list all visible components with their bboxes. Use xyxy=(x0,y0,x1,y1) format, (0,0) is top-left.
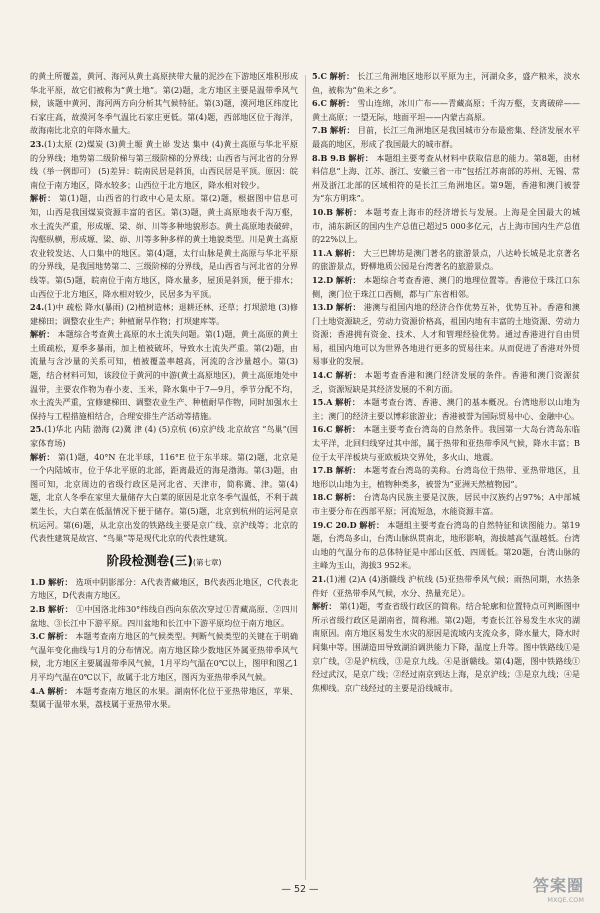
analysis-label: 解析： xyxy=(348,152,374,163)
question-number: 21. xyxy=(312,573,327,584)
analysis-text: 长江三角洲地区地形以平原为主，河湖众多，盛产粮米，淡水鱼，被称为“鱼米之乡”。 xyxy=(312,71,580,95)
question-number: 25. xyxy=(30,424,45,435)
column-divider xyxy=(305,75,306,880)
analysis-text: 本题考查南方地区的水果。湖南怀化位于亚热带地区，苹果、梨属于温带水果，荔枝属于亚热带水果。 xyxy=(30,685,298,710)
analysis-label: 解析： xyxy=(329,98,355,109)
analysis-label: 解析： xyxy=(30,329,55,340)
analysis-24 xyxy=(30,328,298,423)
answer-14 xyxy=(312,369,580,396)
answer-8-9 xyxy=(312,152,580,206)
analysis-label: 解析： xyxy=(335,247,361,258)
answer-2 xyxy=(30,603,298,630)
right-column xyxy=(312,70,580,695)
analysis-text: 本题组主要考查从材料中获取信息的能力。第8题，由材料信息“上海、江苏、浙江、安徽三省一市”包括江苏南部的苏州、无锡、常州及浙江北部的区域相符的是长江三角洲地区。第9题，香港和澳门被誉为“东方明珠”。 xyxy=(312,152,581,204)
analysis-21 xyxy=(312,600,580,695)
answer-3 xyxy=(30,630,298,684)
analysis-label: 解析： xyxy=(30,193,56,204)
answer-key: 8.B 9.B xyxy=(312,152,346,163)
analysis-label: 解析： xyxy=(359,519,385,530)
watermark-url: MXQE.COM xyxy=(547,896,584,904)
analysis-text: 本题考查香港和澳门经济发展的条件。香港和澳门资源贫乏，资源短缺是其经济发展的不利方面。 xyxy=(312,370,580,394)
analysis-label: 解析： xyxy=(48,576,73,587)
watermark-logo: 答案圈 xyxy=(532,876,584,895)
answer-key: 1.D xyxy=(30,576,46,587)
answer-key: 10.B xyxy=(312,206,333,217)
answer-key: 15.A xyxy=(312,397,333,408)
page-number: — 52 — xyxy=(281,884,319,895)
question-number: 23. xyxy=(30,138,45,149)
analysis-text: ①中国洛北纬30°纬线自西向东依次穿过①青藏高原、②四川盆地、③长江中下游平原。四川盆地和长江中下游平原均位于南方地区。 xyxy=(30,603,298,628)
analysis-23 xyxy=(30,192,298,301)
answer-1 xyxy=(30,576,298,603)
answer-text: (1)中 疏松 降水(暴雨) (2)植树造林；退耕还林、还草；打坝淤地 (3)修建梯田；调整农业生产；种植耐旱作物；打坝建库等。 xyxy=(30,302,298,326)
analysis-label: 解析： xyxy=(335,302,361,313)
answer-11 xyxy=(312,247,580,274)
answer-15 xyxy=(312,396,580,423)
analysis-label: 解析： xyxy=(329,71,355,81)
analysis-text: 本题考查上海市的经济增长与发展。上海是全国最大的城市，浦东新区的国内生产总值已超过5 000多亿元，占上海市国内生产总值的22%以上。 xyxy=(312,206,580,245)
analysis-text: 本题考查南方地区的气候类型。判断气候类型的关键在于明确气温年变化曲线与1月的分布情况。南方地区除少数地区外属亚热带季风气候，北方地区主要属温带季风气候，1月平均气温在0℃以上，图甲和图乙1月平均气温在0℃以下，故属于北方地区，图丙为亚热带季风气候。 xyxy=(30,631,298,682)
answer-key: 7.B xyxy=(312,125,328,136)
analysis-text: 第(1)题，考查省级行政区的简称。结合轮廓和位置特点可判断图中所示省级行政区是湖南省，简称湘。第(2)题，考查长江谷易发生水灾的湖南原因。南方地区易发生水灾的原因是流域内支流众多，降水量大，降水时间集中等。围湖造田导致湖泊调洪能力下降，温度上升等。图中铁路线①是京广线，②是沪杭线，③是京九线。④是浙赣线。第(4)题，图中铁路线①经过武汉，是京广线；②经过南京到达上海，是京沪线；③是京九线；④是焦柳线。京广线经过的主要是沿线城市。 xyxy=(312,601,580,693)
analysis-label: 解析： xyxy=(335,492,361,503)
analysis-text: 本题综合考查黄土高原的水土流失问题。第(1)题，黄土高原的黄土土质疏松，夏季多暴雨，加上植被破坏，导致水土流失严重。第(2)题，由流量与含沙量的关系可知，植被覆盖率越高，河流的含沙量越小。第(3)题，结合材料可知，该段位于黄河的中游(黄土高原地区)，黄土高原地处中温带，主要农作物为春小麦、玉米，降水集中于7—9月，季节分配不均，水土流失严重，宜修建梯田、调整农业生产、种植耐旱作物，同时加强水土保持与工程措施相结合，合理安排生产活动等措施。 xyxy=(30,329,298,421)
analysis-label: 解析： xyxy=(336,206,362,217)
answer-key: 5.C xyxy=(312,71,327,81)
analysis-label: 解析： xyxy=(335,465,361,476)
answer-key: 6.C xyxy=(312,98,327,109)
analysis-label: 解析： xyxy=(330,125,355,136)
answer-key: 2.B xyxy=(30,603,46,614)
continued-analysis: 的黄土所覆盖，黄河、海河从黄土高原挟带大量的泥沙在下游地区堆积形成华北平原，故它们被称为“黄土地”。第(2)题，北方地区主要是温带季风气候，该题中黄河、海河两方向分析其气候特征。第(3)题，漠河地区纬度比石家庄高，故漠河冬季气温比石家庄更低。第(4)题，西部地区位于海洋，故海南比北京的年降水量大。 xyxy=(30,71,298,136)
answer-21 xyxy=(312,573,580,600)
analysis-text: 目前，长江三角洲地区是我国城市分布最密集、经济发展水平最高的地区，形成了我国最大的城市群。 xyxy=(312,125,580,149)
left-column xyxy=(30,70,298,712)
answer-12 xyxy=(312,274,580,301)
analysis-text: 台湾岛内民族主要是汉族，居民中汉族约占97%；A中部城市主要分布在西部平原；河流短急，水能资源丰富。 xyxy=(312,492,580,516)
analysis-text: 本题考查台湾岛的美称。台湾岛位于热带、亚热带地区，且地形以山地为主，植物种类多，被誉为“亚洲天然植物园”。 xyxy=(312,465,580,489)
analysis-text: 本题组主要考查台湾岛的自然特征和读图能力。第19题，台湾岛多山，台湾山脉纵贯南北，地形影响，海拔越高气温越低。台湾山地的气温分布的总体特征是中部山区低、四周低。第20题，台湾山脉的主峰为玉山，海拔3 952米。 xyxy=(312,519,580,571)
answer-text: (1)华北 内陆 渤海 (2)冀 津 (4) (5)京杭 (6)京沪线 北京故宫 “鸟巢”(国家体育场) xyxy=(30,424,298,449)
watermark xyxy=(472,873,584,903)
answer-5 xyxy=(312,70,580,97)
section-title-text: 阶段检测卷(三) xyxy=(106,552,194,568)
answer-16 xyxy=(312,423,580,464)
answer-key: 13.D xyxy=(312,302,334,313)
analysis-text: 第(1)题，山西省的行政中心是太原。第(2)题，根据图中信息可知，山西是我国煤炭资源丰富的省区。第(3)题，黄土高原地表千沟万壑，水土流失严重，形成塬、梁、峁、川等多种地貌形态。黄土高原地表破碎，沟壑纵横，形成塬、梁、峁、川等多种多样的黄土地貌类型。川是黄土高原农业较发达、人口集中的地区。第(4)题，太行山脉是黄土高原与华北平原的分界线，是我国地势第二、三级阶梯的分界线，是山西省与河北省的分界线等。第(5)题，皖南位于南方地区，降水量多，屋顶是斜顶，便于排水；山西位于北方地区，降水相对较少，民居多为平顶。 xyxy=(30,193,298,299)
answer-key: 18.C xyxy=(312,492,333,503)
answer-key: 14.C xyxy=(312,370,333,381)
analysis-25 xyxy=(30,451,298,546)
analysis-label: 解析： xyxy=(48,603,74,614)
answer-4 xyxy=(30,685,298,712)
analysis-text: 本题主要考查台湾岛的自然条件。我国第一大岛台湾岛东临太平洋，北回归线穿过其中部，属于热带和亚热带季风气候，降水丰富；B位于太平洋板块与亚欧板块交界处，多火山、地震。 xyxy=(312,424,580,462)
answer-key: 16.C xyxy=(312,424,333,435)
analysis-label: 解析： xyxy=(335,424,361,435)
answer-25 xyxy=(30,423,298,450)
analysis-label: 解析： xyxy=(47,685,73,696)
analysis-label: 解析： xyxy=(335,397,361,408)
analysis-text: 港澳与祖国内地的经济合作优势互补，优势互补。香港和澳门土地资源缺乏，劳动力资源价格高，祖国内地有丰富的土地资源、劳动力资源；香港拥有资金、技术、人才和管理经验优势。通过香港进行自由贸易，祖国内地可以为世界各地进行更多的贸易往来。从而促进了香港对外贸易事业的发展。 xyxy=(312,302,580,367)
answer-key: 17.B xyxy=(312,465,333,476)
answer-key: 12.D xyxy=(312,274,334,285)
analysis-label: 解析： xyxy=(30,451,55,462)
question-number: 24. xyxy=(30,302,45,313)
answer-13 xyxy=(312,301,580,369)
answer-key: 3.C xyxy=(30,631,45,642)
answer-10 xyxy=(312,206,580,247)
analysis-text: 大三巴牌坊是澳门著名的旅游景点，八达岭长城是北京著名的旅游景点，野柳地质公园是台湾著名的旅游景点。 xyxy=(312,247,580,272)
answer-key: 4.A xyxy=(30,685,45,696)
analysis-text: 本题综合考查香港、澳门的地理位置等。香港位于珠江口东侧，澳门位于珠江口西侧，都与广东省相邻。 xyxy=(312,274,580,299)
answer-18 xyxy=(312,491,580,518)
answer-key: 19.C 20.D xyxy=(312,519,357,530)
answer-24 xyxy=(30,301,298,328)
answer-19-20 xyxy=(312,519,580,573)
answer-23 xyxy=(30,138,298,192)
answer-17 xyxy=(312,464,580,491)
section-title xyxy=(30,552,298,572)
analysis-label: 解析： xyxy=(335,274,361,285)
answer-7 xyxy=(312,124,580,151)
answer-6 xyxy=(312,97,580,124)
analysis-label: 解析： xyxy=(47,631,73,642)
section-subtitle: (第七章) xyxy=(193,557,222,567)
answer-text: (1)太原 (2)煤炭 (3)黄土塬 黄土峁 发达 集中 (4)黄土高原与华北平原的分界线；地势第二级阶梯与第三级阶梯的分界线；山西省与河北省的分界线（举一例即可） (5)差异：皖南民居是斜顶，山西民居是平顶。原因：皖南位于南方地区，降水较多；山西位于北方地区，降水相对较少。 xyxy=(30,138,298,190)
analysis-text: 选项中阴影部分：A代表青藏地区，B代表西北地区，C代表北方地区，D代表南方地区。 xyxy=(30,576,298,601)
analysis-text: 本题考查台湾、香港、澳门的基本概况。台湾地形以山地为主；澳门的经济主要以博彩旅游业；香港被誉为国际贸易中心、金融中心。 xyxy=(312,397,580,421)
answer-key: 11.A xyxy=(312,247,333,258)
analysis-text: 第(1)题，40°N 在北半球，116°E 位于东半球。第(2)题，北京是一个内陆城市，位于华北平原的北部，距离最近的海是渤海。第(3)题，由图可知，北京周边的省级行政区是河北省、天津市，简称冀、津。第(4)题，北京人冬季在家里大量储存大白菜的原因是北京冬季气温低，不利于蔬菜生长，大白菜在低温情况下便于储存。第(5)题，北京到杭州的运河是京杭运河。第(6)题，从北京出发的铁路线主要是京广线、京沪线等；北京的代表性建筑是故宫、“鸟巢”等是现代北京的代表性建筑。 xyxy=(30,451,298,544)
analysis-text: 雪山连绵，冰川广布——青藏高原；千沟万壑，支离破碎——黄土高原；一望无际，地面平坦——内蒙古高原。 xyxy=(312,98,580,122)
analysis-label: 解析： xyxy=(335,370,362,381)
answer-text: (1)湘 (2)A (4)浙赣线 沪杭线 (5)亚热带季风气候；雨热同期，水热条件好（亚热带季风气候，水分、热量充足）。 xyxy=(312,573,580,598)
analysis-label: 解析： xyxy=(312,601,337,612)
